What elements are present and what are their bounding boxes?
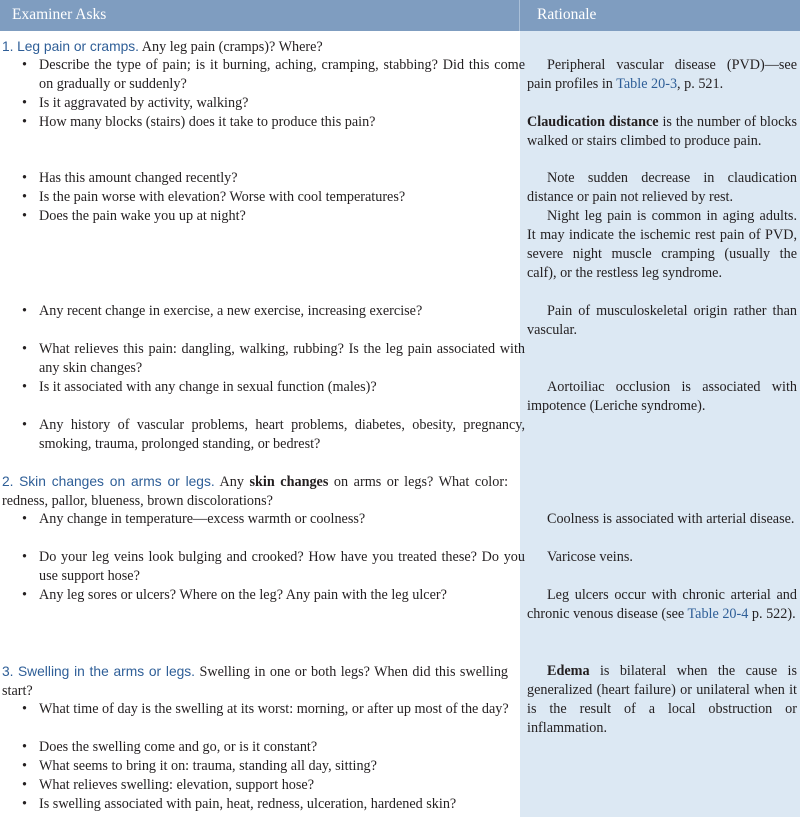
section-title: Leg pain or cramps. [17,39,139,54]
list-item: • What relieves swelling: elevation, support hose? [22,777,315,793]
list-item: • Describe the type of pain; is it burning, aching, cramping, stabbing? Did this come on gradually or suddenly? [22,57,525,92]
list-item: • Is swelling associated with pain, heat, redness, ulceration, hardened skin? [22,796,457,812]
section-question: Swelling in one or both legs? When did this swelling start? [2,664,509,699]
section-leg-pain [2,37,508,57]
table-20-4-link[interactable]: Table 20-4 [687,606,749,622]
list-item: • Is it associated with any change in sexual function (males)? [22,379,377,395]
list-item: • Any history of vascular problems, heart problems, diabetes, obesity, pregnancy, smoking, trauma, prolonged standing, or bedrest? [22,417,525,452]
list-item: • How many blocks (stairs) does it take to produce this pain? [22,114,376,130]
list-item: • Is it aggravated by activity, walking? [22,95,249,111]
rationale-coolness: Coolness is associated with arterial disease. [547,511,795,527]
section-question: Any leg pain (cramps)? Where? [139,39,323,55]
rationale-varicose: Varicose veins. [547,549,633,565]
list-item: • Any leg sores or ulcers? Where on the leg? Any pain with the leg ulcer? [22,587,447,603]
rationale-pvd: Peripheral vascular disease (PVD)—see pain profiles in Table 20-3, p. 521. [527,57,797,92]
section-title: Skin changes on arms or legs. [19,474,215,489]
list-item: • Any change in temperature—excess warmth or coolness? [22,511,366,527]
list-item: • Any recent change in exercise, a new exercise, increasing exercise? [22,303,423,319]
section-number: 1. [2,39,14,54]
list-item: • Do your leg veins look bulging and crooked? How have you treated these? Do you use support hose? [22,549,525,584]
rationale-aortoiliac: Aortoiliac occlusion is associated with impotence (Leriche syndrome). [527,379,797,414]
rationale-leg-ulcers: Leg ulcers occur with chronic arterial and chronic venous disease (see Table 20-4 p. 522). [527,587,797,622]
rationale-heading: Rationale [537,6,597,23]
examiner-asks-heading: Examiner Asks [12,6,107,23]
list-item: • Has this amount changed recently? [22,170,238,186]
table-20-3-link[interactable]: Table 20-3 [616,76,678,92]
list-item: • What seems to bring it on: trauma, standing all day, sitting? [22,758,377,774]
rationale-musculoskeletal: Pain of musculoskeletal origin rather than vascular. [527,303,797,338]
rationale-night-pain: Night leg pain is common in aging adults. It may indicate the ischemic rest pain of PVD, severe night muscle cramping (usually the calf), or the restless leg syndrome. [527,208,797,281]
list-item: • Does the swelling come and go, or is it constant? [22,739,318,755]
section-skin-changes: 2. Skin changes on arms or legs. Any skin changes on arms or legs? What color: redness, pallor, blueness, brown discolorations? [2,474,509,509]
rationale-note: Note sudden decrease in claudication distance or pain not relieved by rest. [527,170,797,205]
table-header [0,0,800,31]
section-number: 2. [2,474,14,489]
list-item: • What relieves this pain: dangling, walking, rubbing? Is the leg pain associated with any skin changes? [22,341,525,376]
section-number: 3. [2,664,14,679]
list-item: • Does the pain wake you up at night? [22,208,246,224]
list-item: • Is the pain worse with elevation? Worse with cool temperatures? [22,189,406,205]
section-title: Swelling in the arms or legs. [17,664,196,679]
list-item: • What time of day is the swelling at its worst: morning, or after up most of the day? [22,701,509,717]
section-swelling [2,662,508,701]
rationale-edema: Edema is bilateral when the cause is generalized (heart failure) or unilateral when it is the result of a local obstruction or inflammation. [527,663,797,736]
rationale-claudication: Claudication distance is the number of blocks walked or stairs climbed to produce pain. [527,114,798,149]
header-divider [519,0,520,31]
